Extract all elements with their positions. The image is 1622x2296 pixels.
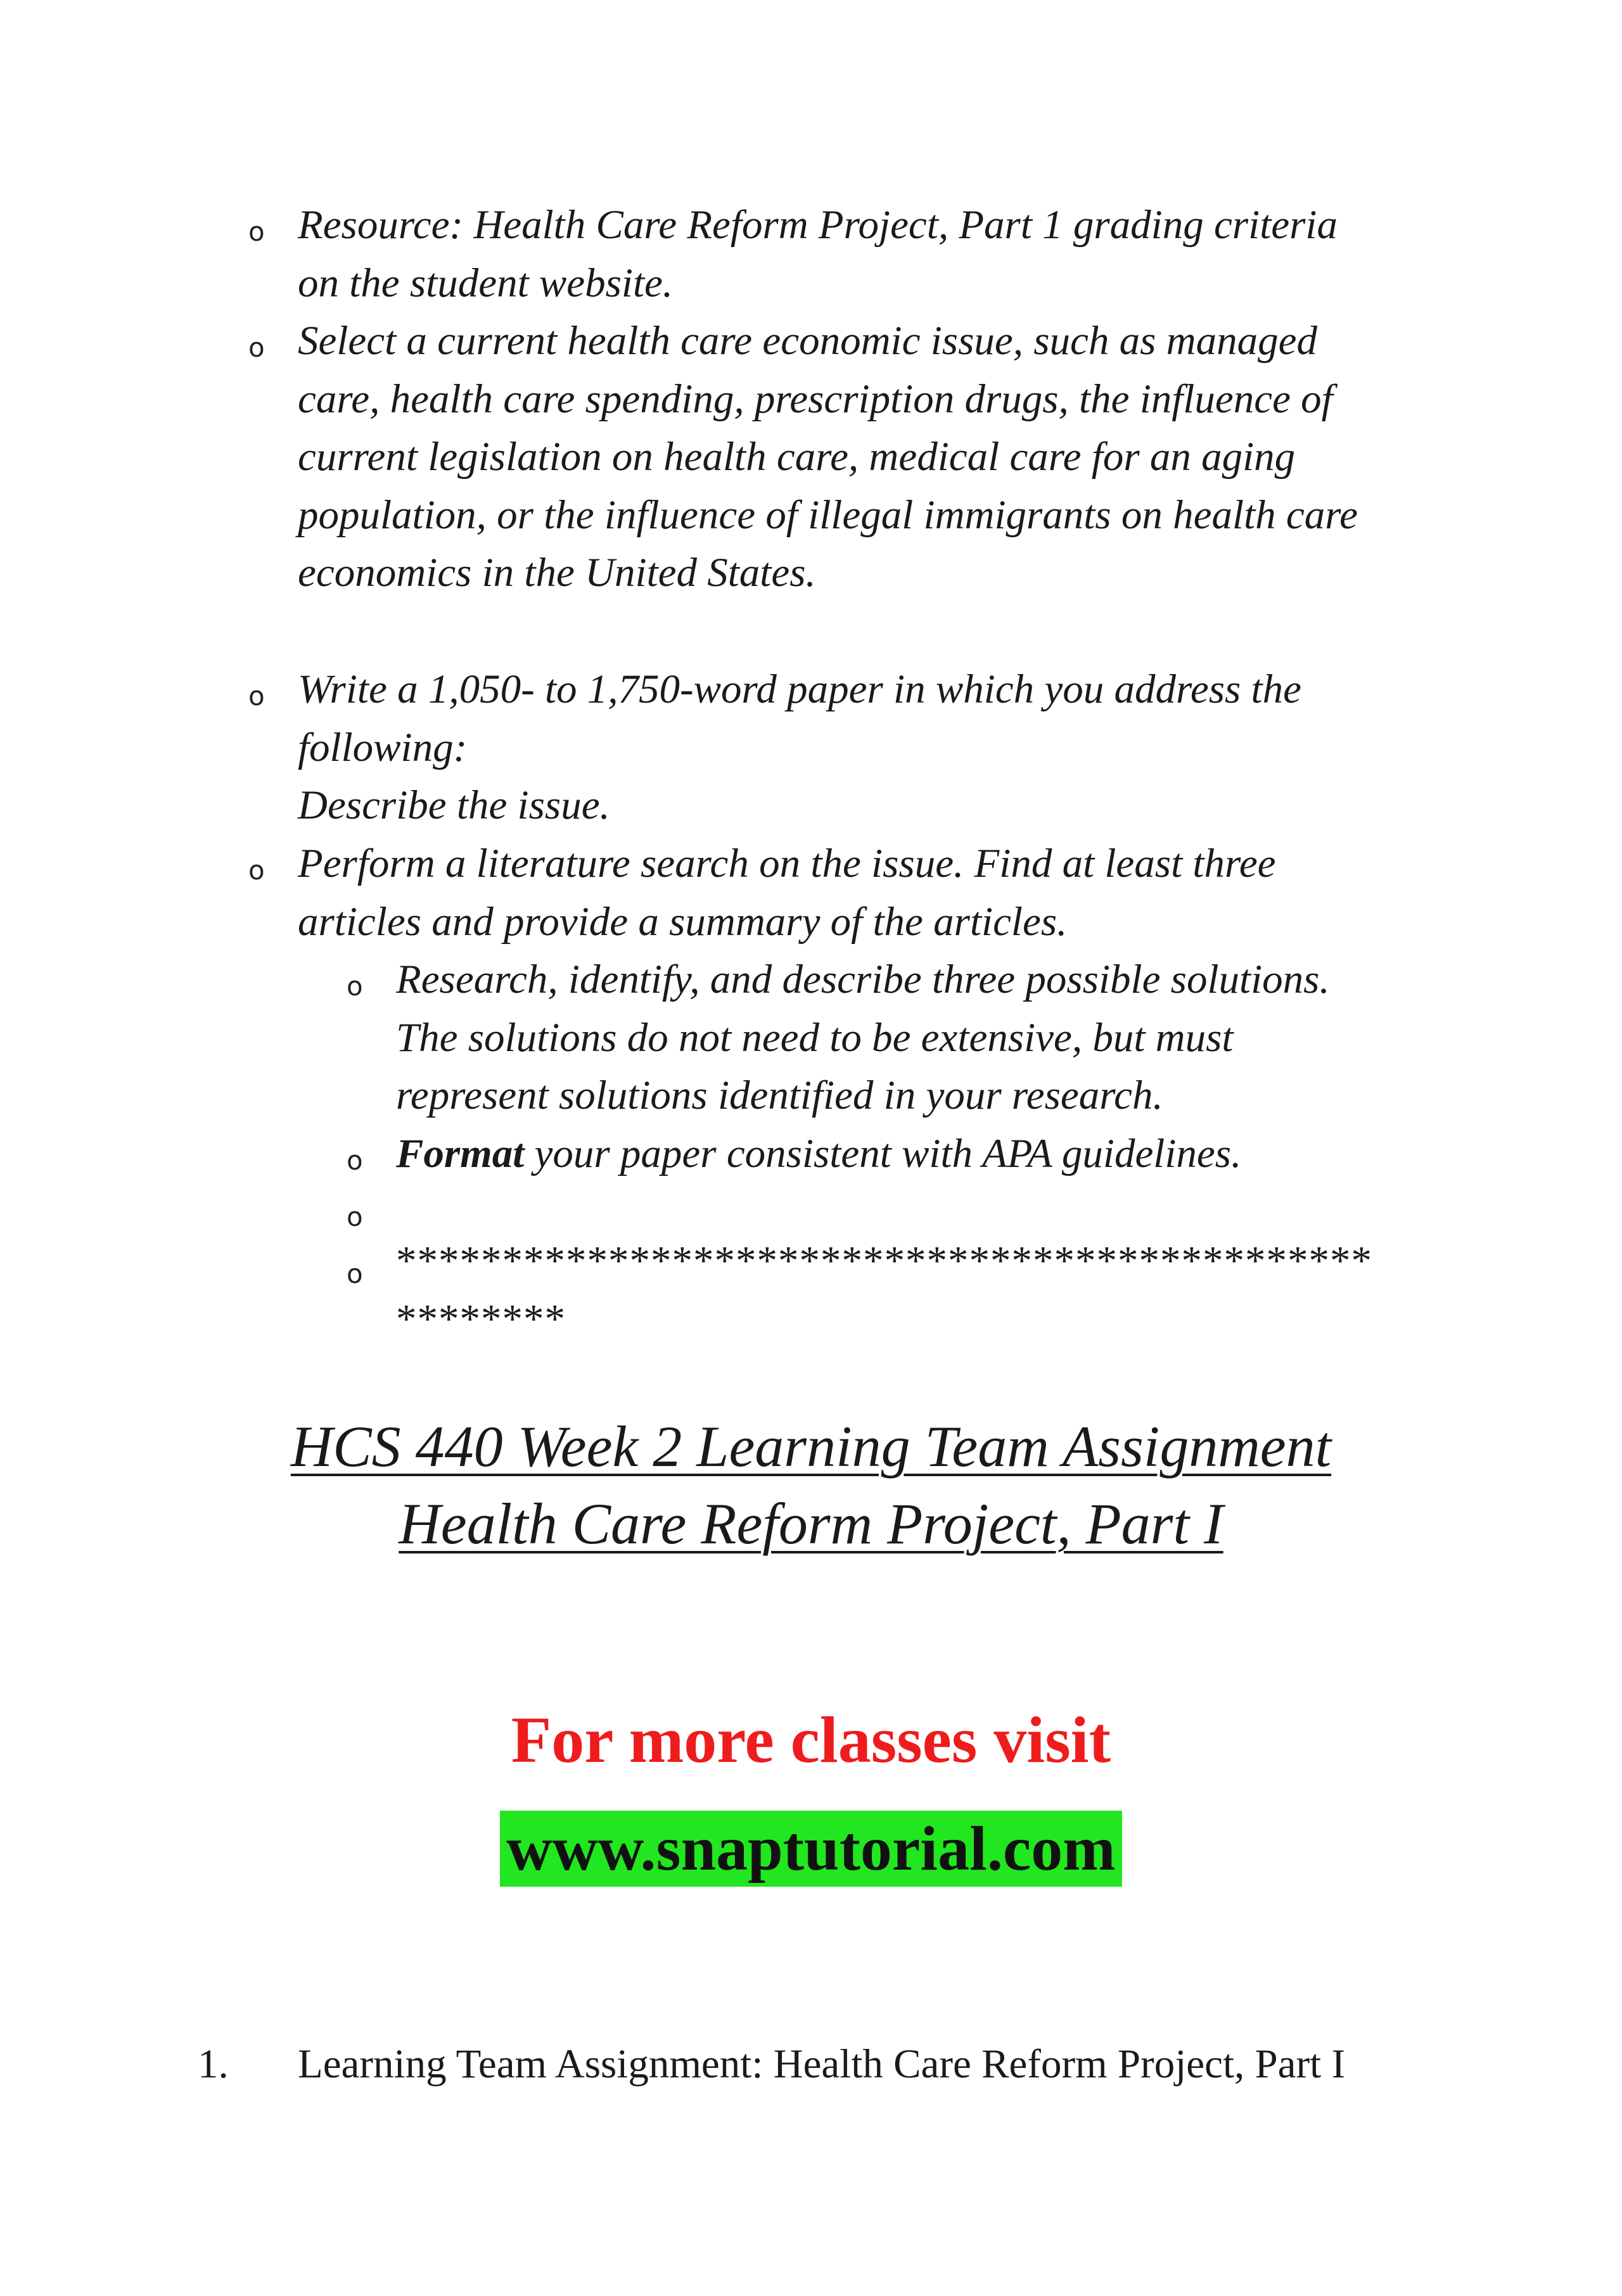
sub-list-bullet: o bbox=[347, 971, 363, 1002]
list-item-line bbox=[396, 1125, 1241, 1183]
sub-list-item-research bbox=[396, 951, 1330, 1125]
list-item-line: following: bbox=[298, 724, 468, 770]
page-title bbox=[0, 1408, 1622, 1485]
list-item-resource bbox=[298, 196, 1338, 312]
list-item-line: current legislation on health care, medical care for an aging bbox=[298, 434, 1296, 480]
sub-list-bullet: o bbox=[347, 1201, 363, 1232]
title-line-2: Health Care Reform Project, Part I bbox=[399, 1491, 1223, 1556]
list-item-line: care, health care spending, prescription drugs, the influence of bbox=[298, 376, 1333, 422]
sub-list-bullet: o bbox=[347, 1258, 363, 1289]
numbered-item-number: 1. bbox=[198, 2041, 229, 2087]
list-item-line: Select a current health care economic issue, such as managed bbox=[298, 318, 1317, 364]
format-rest-text: your paper consistent with APA guidelines. bbox=[524, 1131, 1242, 1177]
list-item-line: on the student website. bbox=[298, 260, 674, 306]
list-item-line: Perform a literature search on the issue. Find at least three bbox=[298, 841, 1276, 886]
list-bullet: o bbox=[248, 332, 265, 363]
list-item-select-issue bbox=[298, 312, 1358, 603]
list-item-line: population, or the influence of illegal immigrants on health care bbox=[298, 492, 1358, 538]
list-item-literature-search bbox=[298, 835, 1276, 951]
promo-url-link[interactable]: www.snaptutorial.com bbox=[500, 1811, 1121, 1887]
sub-list-bullet: o bbox=[347, 1145, 363, 1176]
page-subtitle bbox=[0, 1485, 1622, 1562]
list-item-write-paper bbox=[298, 661, 1301, 835]
promo-url-wrap bbox=[0, 1811, 1622, 1887]
promo-text: For more classes visit bbox=[511, 1704, 1111, 1776]
sub-list-item-separator bbox=[396, 1232, 1372, 1348]
sub-list-item-format bbox=[396, 1125, 1241, 1183]
list-bullet: o bbox=[248, 680, 265, 711]
format-bold-word: Format bbox=[396, 1131, 525, 1177]
list-item-line: articles and provide a summary of the articles. bbox=[298, 898, 1068, 945]
title-line-1: HCS 440 Week 2 Learning Team Assignment bbox=[290, 1414, 1332, 1479]
asterisk-line: ********************************************** bbox=[396, 1238, 1372, 1284]
list-item-line: Describe the issue. bbox=[298, 782, 610, 828]
list-item-line: Resource: Health Care Reform Project, Part 1 grading criteria bbox=[298, 202, 1338, 248]
list-item-line: economics in the United States. bbox=[298, 550, 816, 596]
list-item-line: Research, identify, and describe three possible solutions. bbox=[396, 957, 1330, 1002]
numbered-item-text: Learning Team Assignment: Health Care Reform Project, Part I bbox=[298, 2041, 1346, 2087]
list-bullet: o bbox=[248, 216, 265, 247]
asterisk-line: ******** bbox=[396, 1296, 566, 1342]
list-item-line: The solutions do not need to be extensive, but must bbox=[396, 1014, 1234, 1061]
list-item-line: Write a 1,050- to 1,750-word paper in which you address the bbox=[298, 666, 1301, 712]
list-bullet: o bbox=[248, 855, 265, 886]
list-item-line: represent solutions identified in your research. bbox=[396, 1073, 1163, 1118]
